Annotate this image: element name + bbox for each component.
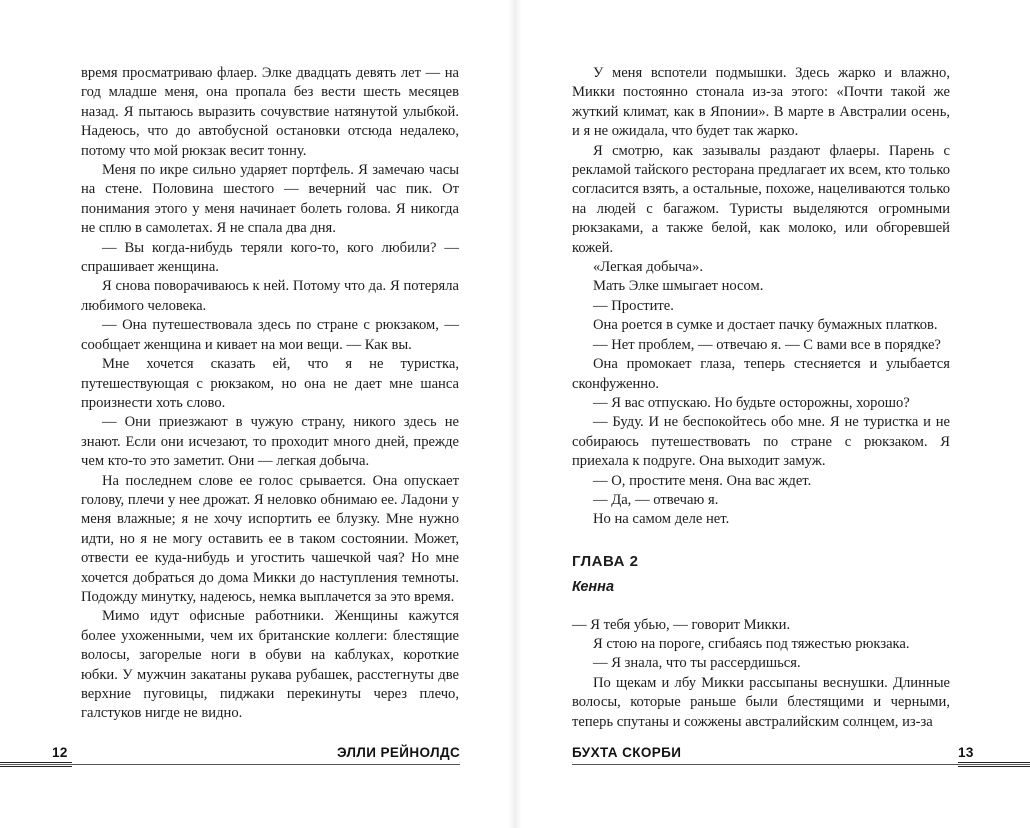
paragraph: — Я тебя убью, — говорит Микки. bbox=[572, 616, 791, 633]
paragraph: — Я вас отпускаю. Но будьте осторожны, хорошо? bbox=[593, 394, 910, 411]
paragraph: — Они приезжают в чужую страну, никого здесь не знают. Если они исчезают, то проходит много дней, прежде чем кто-то это заметит. Они — легкая добыча. bbox=[81, 414, 459, 470]
paragraph: Мимо идут офисные работники. Женщины кажутся более ухоженными, чем их британские коллеги: блестящие волосы, загорелые ноги в обуви на каблуках, короткие юбки. У мужчин закатаны рукава рубашек, расстегнуты две верхние пуговицы, пиджаки перекинуты через плечо, галстуков нигде не видно. bbox=[81, 608, 459, 722]
paragraph: Меня по икре сильно ударяет портфель. Я замечаю часы на стене. Половина шестого — вечерний час пик. От понимания этого у меня начинает болеть голова. Я никогда не сплю в самолетах. Я не спала два дня. bbox=[81, 162, 459, 237]
paragraph: Но на самом деле нет. bbox=[593, 511, 730, 528]
left-running-head: ЭЛЛИ РЕЙНОЛДС bbox=[337, 745, 461, 760]
paragraph: — Я знала, что ты рассердишься. bbox=[593, 655, 801, 672]
paragraph: На последнем слове ее голос срывается. Она опускает голову, плечи у нее дрожат. Я неловко обнимаю ее. Ладони у меня влажные; я не хочу испортить ее блузку. Мне нужно идти, но я не могу оставить ее в таком состоянии. Может, отвести ее куда-нибудь и угостить чашечкой чая? Но мне хочется добраться до дома Микки до наступления темноты. Подожду минутку, надеюсь, немка выплачется за это время. bbox=[81, 472, 459, 605]
footer-rule bbox=[0, 764, 460, 765]
paragraph: Она роется в сумке и достает пачку бумажных платков. bbox=[593, 317, 938, 334]
paragraph: — Нет проблем, — отвечаю я. — С вами все в порядке? bbox=[593, 336, 941, 353]
paragraph: Мать Элке шмыгает носом. bbox=[593, 278, 764, 295]
footer-rule bbox=[958, 762, 1030, 763]
paragraph: Я стою на пороге, сгибаясь под тяжестью рюкзака. bbox=[593, 635, 910, 652]
paragraph: — Буду. И не беспокойтесь обо мне. Я не туристка и не собираюсь путешествовать по стране с рюкзаком. Я приехала к подруге. Она выходит замуж. bbox=[572, 414, 950, 470]
right-running-head: БУХТА СКОРБИ bbox=[572, 745, 682, 760]
left-page-text bbox=[81, 64, 459, 724]
footer-rule bbox=[958, 766, 1030, 767]
paragraph: — Вы когда-нибудь теряли кого-то, кого любили? — спрашивает женщина. bbox=[81, 239, 459, 276]
left-page-number: 12 bbox=[52, 745, 68, 760]
paragraph: — Да, — отвечаю я. bbox=[593, 491, 719, 508]
paragraph: «Легкая добыча». bbox=[593, 259, 703, 276]
paragraph: У меня вспотели подмышки. Здесь жарко и влажно, Микки постоянно стонала из-за этого: «Почти такой же жуткий климат, как в Японии». В марте в Австралии осень, и я не ожидала, что будет так жарко. bbox=[572, 65, 950, 140]
chapter-title: ГЛАВА 2 bbox=[572, 552, 639, 570]
paragraph: время просматриваю флаер. Элке двадцать девять лет — на год младше меня, она пропала без вести шесть месяцев назад. Я пытаюсь выразить сочувствие натянутой улыбкой. Надеюсь, что до автобусной остановки отсюда недалеко, потому что мой рюкзак весит тонну. bbox=[81, 65, 459, 159]
paragraph: — Она путешествовала здесь по стране с рюкзаком, — сообщает женщина и кивает на мои вещи. — Как вы. bbox=[81, 317, 459, 353]
paragraph: Я смотрю, как зазывалы раздают флаеры. Парень с рекламой тайского ресторана предлагает их всем, кто только согласится взять, а остальные, похоже, нацеливаются только на людей с багажом. Туристы выделяются огромными рюкзаками, а также белой, как молоко, или обгоревшей кожей. bbox=[572, 142, 950, 256]
footer-rule bbox=[0, 762, 72, 763]
paragraph: — Простите. bbox=[593, 297, 674, 314]
right-page-number: 13 bbox=[958, 745, 974, 760]
chapter-subtitle: Кенна bbox=[572, 579, 615, 596]
paragraph: Она промокает глаза, теперь стесняется и улыбается сконфуженно. bbox=[572, 356, 950, 392]
right-page-text bbox=[572, 64, 950, 732]
paragraph: По щекам и лбу Микки рассыпаны веснушки. Длинные волосы, которые раньше были блестящими и черными, теперь спутаны и сожжены австралийским солнцем, из-за bbox=[572, 674, 950, 730]
paragraph: — О, простите меня. Она вас ждет. bbox=[593, 472, 812, 489]
paragraph: Я снова поворачиваюсь к ней. Потому что да. Я потеряла любимого человека. bbox=[81, 278, 459, 314]
footer-rule bbox=[0, 766, 72, 767]
book-gutter bbox=[508, 0, 522, 828]
footer-rule bbox=[572, 764, 1030, 765]
paragraph: Мне хочется сказать ей, что я не туристка, путешествующая с рюкзаком, но она не дает мне шанса произнести хоть слово. bbox=[81, 356, 459, 411]
